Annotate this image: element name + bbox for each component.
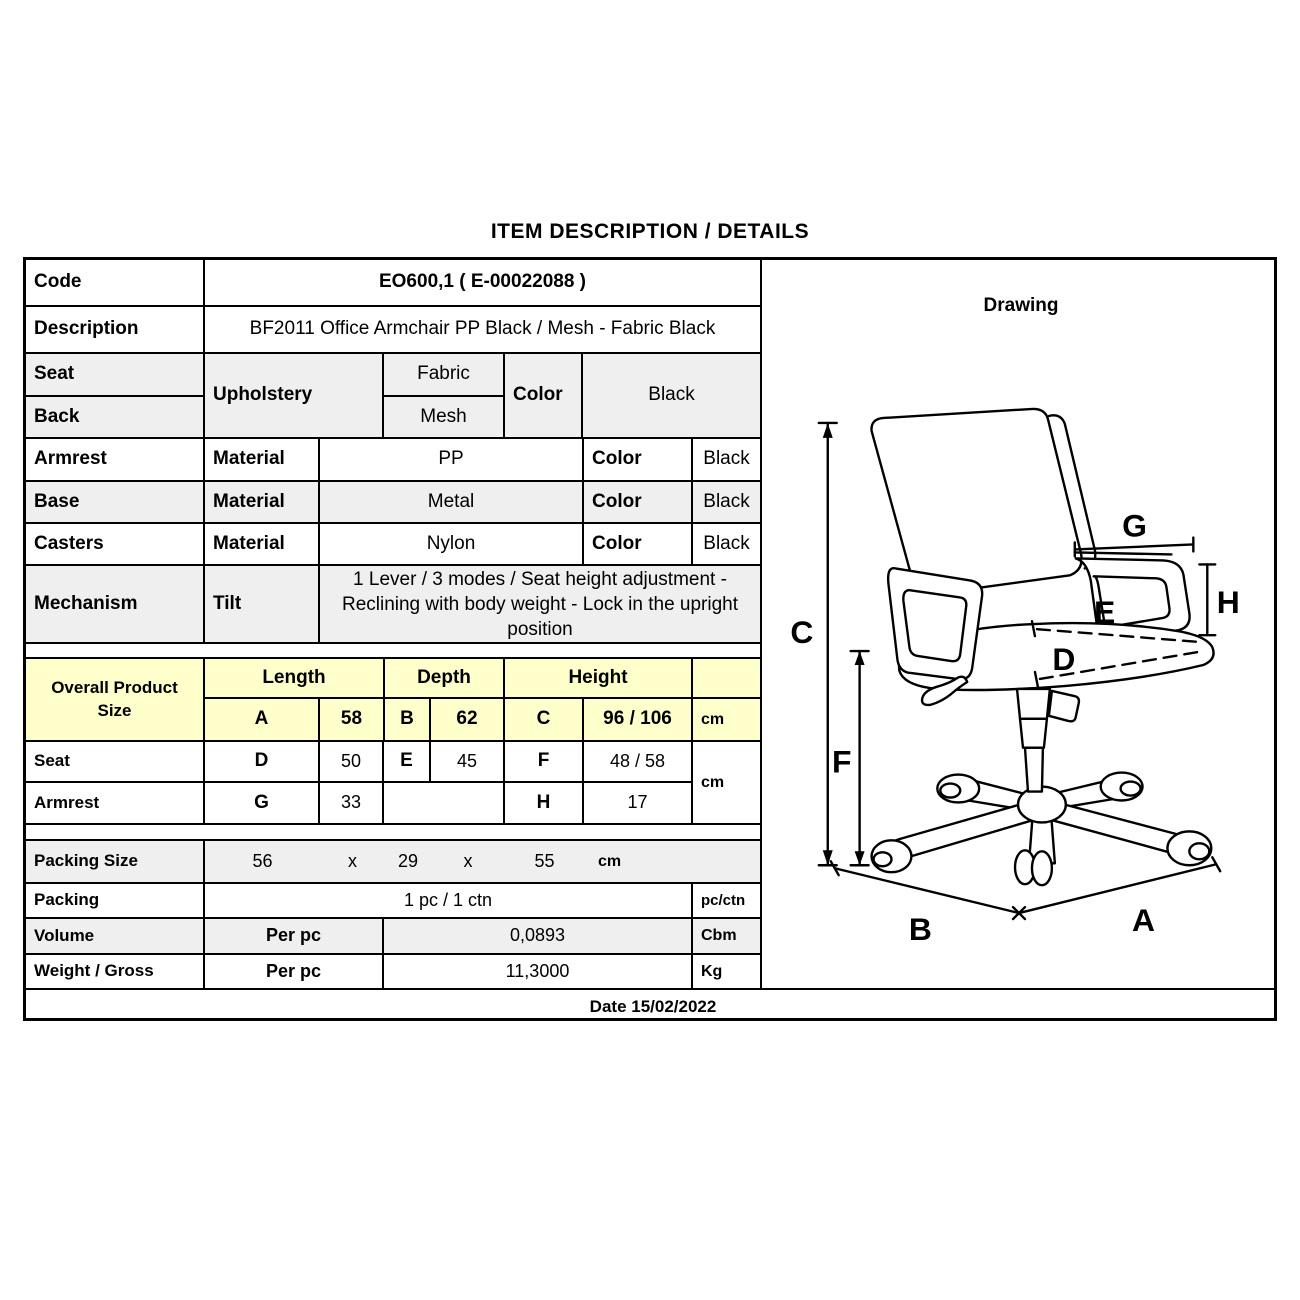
packing-unit: pc/ctn (691, 882, 760, 917)
drawing-label-H: H (1216, 584, 1240, 621)
drawing-label-D: D (1052, 641, 1076, 677)
dim-F-letter: F (503, 740, 582, 781)
packing-size-d: 29 (397, 850, 419, 871)
packing-size-x1: x (348, 850, 357, 871)
seat-upholstery-value: Fabric (382, 352, 503, 395)
armrest-material-value: PP (318, 437, 582, 480)
dim-A-value: 58 (318, 697, 383, 740)
drawing-label-C: C (790, 614, 814, 651)
mechanism-type-label: Tilt (203, 564, 318, 642)
drawing-header: Drawing (760, 260, 1277, 352)
volume-per-pc: Per pc (203, 917, 382, 953)
code-label: Code (26, 260, 203, 305)
casters-color-value: Black (691, 522, 760, 564)
dim-A-letter: A (203, 697, 318, 740)
volume-unit: Cbm (691, 917, 760, 953)
volume-label: Volume (26, 917, 203, 953)
dim-E-value: 45 (429, 740, 503, 781)
volume-value: 0,0893 (382, 917, 691, 953)
spacer-row (26, 823, 760, 839)
spec-table (23, 257, 1277, 1021)
chair-backrest (872, 409, 1082, 595)
overall-unit: cm (691, 697, 760, 740)
weight-label: Weight / Gross (26, 953, 203, 988)
length-header: Length (203, 657, 383, 697)
description-label: Description (26, 305, 203, 352)
seat-dims-label: Seat (26, 740, 203, 781)
unit-header-empty (691, 657, 760, 697)
code-value: EO600,1 ( E-00022088 ) (203, 260, 760, 305)
size-section-label: Overall Product Size (26, 657, 203, 740)
armrest-label: Armrest (26, 437, 203, 480)
dim-H-value: 17 (582, 781, 691, 823)
dim-line-B (835, 868, 1019, 913)
chair-gas-lift (1017, 689, 1050, 719)
mechanism-label: Mechanism (26, 564, 203, 642)
packing-size-values (203, 839, 760, 882)
armrest-color-value: Black (691, 437, 760, 480)
base-material-label: Material (203, 480, 318, 522)
base-color-value: Black (691, 480, 760, 522)
back-label: Back (26, 395, 203, 437)
dim-C-letter: C (503, 697, 582, 740)
weight-unit: Kg (691, 953, 760, 988)
base-color-label: Color (582, 480, 691, 522)
packing-size-h: 55 (534, 850, 555, 871)
seat-back-color-label: Color (503, 352, 581, 437)
date-row: Date 15/02/2022 (26, 988, 1277, 1021)
armrest-dims-label: Armrest (26, 781, 203, 823)
drawing-label-F: F (831, 743, 852, 780)
packing-size-w: 56 (252, 850, 273, 871)
armrest-color-label: Color (582, 437, 691, 480)
drawing-cell (760, 352, 1277, 988)
casters-color-label: Color (582, 522, 691, 564)
dim-E-letter: E (382, 740, 429, 781)
dim-G-letter: G (203, 781, 318, 823)
dim-B-value: 62 (429, 697, 503, 740)
drawing-label-G: G (1122, 507, 1147, 544)
weight-value: 11,3000 (382, 953, 691, 988)
dim-D-value: 50 (318, 740, 382, 781)
description-value: BF2011 Office Armchair PP Black / Mesh - Fabric Black (203, 305, 760, 352)
chair-drawing (762, 352, 1277, 988)
casters-material-value: Nylon (318, 522, 582, 564)
seat-back-color-value: Black (581, 352, 760, 437)
upholstery-label: Upholstery (203, 352, 382, 437)
packing-size-unit: cm (598, 852, 622, 870)
packing-value: 1 pc / 1 ctn (203, 882, 691, 917)
dim-empty-cell (382, 781, 503, 823)
armrest-material-label: Material (203, 437, 318, 480)
mechanism-value: 1 Lever / 3 modes / Seat height adjustment - Reclining with body weight - Lock in the upright position (318, 564, 760, 642)
dim-H-letter: H (503, 781, 582, 823)
dim-B-letter: B (383, 697, 429, 740)
casters-label: Casters (26, 522, 203, 564)
depth-header: Depth (383, 657, 503, 697)
page-title: ITEM DESCRIPTION / DETAILS (490, 220, 810, 243)
seat-armrest-unit: cm (691, 740, 760, 823)
casters-material-label: Material (203, 522, 318, 564)
drawing-label-A: A (1132, 901, 1156, 938)
dim-D-letter: D (203, 740, 318, 781)
drawing-label-B: B (908, 910, 932, 947)
base-material-value: Metal (318, 480, 582, 522)
packing-size-label: Packing Size (26, 839, 203, 882)
drawing-label-E: E (1094, 594, 1116, 631)
spacer-row (26, 642, 760, 657)
back-upholstery-value: Mesh (382, 395, 503, 437)
packing-size-x2: x (463, 850, 473, 871)
base-label: Base (26, 480, 203, 522)
dim-G-value: 33 (318, 781, 382, 823)
seat-label: Seat (26, 352, 203, 395)
height-header: Height (503, 657, 691, 697)
weight-per-pc: Per pc (203, 953, 382, 988)
dim-F-value: 48 / 58 (582, 740, 691, 781)
packing-label: Packing (26, 882, 203, 917)
dim-C-value: 96 / 106 (582, 697, 691, 740)
